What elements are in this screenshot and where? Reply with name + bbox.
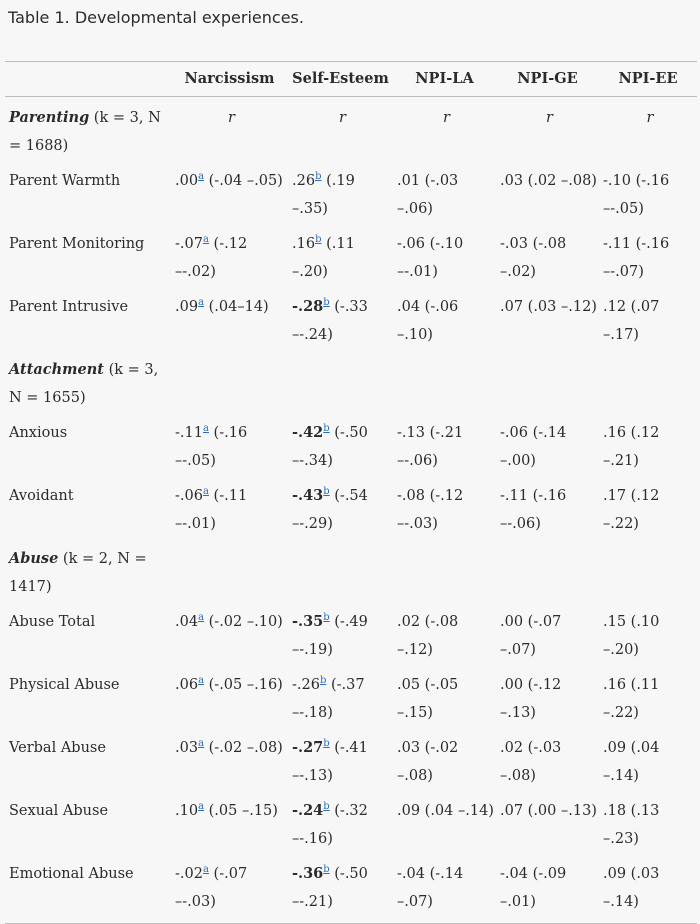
stat-label-cell: [288, 545, 393, 608]
table-caption: Table 1. Developmental experiences.: [8, 8, 304, 27]
data-cell: [171, 860, 288, 924]
footnote-link[interactable]: b: [323, 612, 330, 624]
cell-ci: (-.32 –-.16): [292, 803, 368, 847]
data-cell: [171, 167, 288, 230]
data-cell: .15 (.10 –.20): [603, 614, 660, 658]
stat-label-cell: [393, 545, 496, 608]
stat-label-cell: [288, 356, 393, 419]
stat-label-cell: [599, 356, 697, 419]
stat-label-cell: r: [443, 110, 450, 126]
data-cell: [288, 671, 393, 734]
section-name: Attachment: [9, 361, 104, 378]
stat-label-cell: [599, 545, 697, 608]
footnote-link[interactable]: a: [198, 612, 205, 624]
cell-ci: (-.05 –.16): [204, 677, 283, 693]
footnote-link[interactable]: a: [198, 801, 205, 813]
data-cell: [171, 797, 288, 860]
cell-ci: (.11 –.20): [292, 236, 355, 280]
data-cell: .12 (.07 –.17): [603, 299, 660, 343]
cell-ci: (-.16 –-.05): [175, 425, 248, 469]
row-label: Sexual Abuse: [9, 803, 109, 819]
stat-label-cell: r: [546, 110, 553, 126]
stat-label-cell: r: [228, 110, 235, 126]
cell-ci: (-.54 –-.29): [292, 488, 368, 532]
cell-ci: (-.02 –.08): [204, 740, 283, 756]
footnote-link[interactable]: b: [315, 171, 322, 183]
data-cell: .00 (-.07 –.07): [500, 614, 562, 658]
header-cell: NPI-EE: [618, 70, 678, 87]
cell-ci: (-.04 –.05): [204, 173, 283, 189]
data-cell: .01 (-.03 –.06): [397, 173, 459, 217]
header-cell: Self-Esteem: [292, 70, 389, 87]
cell-value: .26: [292, 173, 316, 189]
cell-value: -.02: [175, 866, 203, 882]
data-cell: -.04 (-.09 –.01): [500, 866, 567, 910]
row-label: Avoidant: [9, 488, 74, 504]
cell-value: -.11: [175, 425, 203, 441]
section-meta: (k = 3, N = 1655): [9, 362, 159, 406]
data-cell: .16 (.12 –.21): [603, 425, 660, 469]
data-cell: -.13 (-.21 –-.06): [397, 425, 464, 469]
header-cell: NPI-GE: [517, 70, 578, 87]
footnote-link[interactable]: a: [198, 297, 205, 309]
cell-value: -.07: [175, 236, 203, 252]
data-cell: .09 (.03 –.14): [603, 866, 660, 910]
cell-ci: (-.50 –-.34): [292, 425, 368, 469]
cell-ci: (-.07 –-.03): [175, 866, 248, 910]
data-cell: [288, 230, 393, 293]
cell-ci: (-.41 –-.13): [292, 740, 368, 784]
footnote-link[interactable]: b: [323, 423, 330, 435]
cell-ci: (-.37 –-.18): [292, 677, 365, 721]
footnote-link[interactable]: b: [323, 297, 330, 309]
header-row: [5, 62, 697, 97]
table-row: [5, 167, 697, 230]
data-cell: .07 (.00 –.13): [500, 803, 597, 819]
cell-value: -.28: [292, 298, 324, 315]
footnote-link[interactable]: a: [202, 486, 209, 498]
stat-label-cell: [393, 356, 496, 419]
cell-ci: (-.12 –-.02): [175, 236, 248, 280]
data-cell: [288, 860, 393, 924]
data-cell: .09 (.04 –.14): [397, 803, 494, 819]
table-row: [5, 860, 697, 924]
data-cell: -.06 (-.14 –.00): [500, 425, 567, 469]
data-cell: -.08 (-.12 –-.03): [397, 488, 464, 532]
section-label-cell: [5, 97, 171, 168]
section-meta: (k = 2, N = 1417): [9, 551, 147, 595]
data-cell: -.11 (-.16 –-.07): [603, 236, 670, 280]
data-cell: [171, 293, 288, 356]
cell-value: .09: [175, 299, 199, 315]
table-row: [5, 230, 697, 293]
footnote-link[interactable]: b: [323, 801, 330, 813]
header-cell: NPI-LA: [415, 70, 474, 87]
data-cell: [288, 482, 393, 545]
cell-value: -.06: [175, 488, 203, 504]
footnote-link[interactable]: b: [323, 486, 330, 498]
data-cell: .17 (.12 –.22): [603, 488, 660, 532]
row-label: Parent Warmth: [9, 173, 121, 189]
data-cell: -.04 (-.14 –.07): [397, 866, 464, 910]
cell-ci: (-.11 –-.01): [175, 488, 248, 532]
data-cell: [171, 482, 288, 545]
header-cell: Narcissism: [184, 70, 275, 87]
data-cell: .00 (-.12 –.13): [500, 677, 562, 721]
data-cell: .07 (.03 –.12): [500, 299, 597, 315]
data-cell: [171, 734, 288, 797]
data-cell: [288, 293, 393, 356]
data-cell: -.06 (-.10 –-.01): [397, 236, 464, 280]
cell-ci: (.05 –.15): [204, 803, 278, 819]
stat-label-cell: [171, 545, 288, 608]
data-cell: .09 (.04 –.14): [603, 740, 660, 784]
cell-value: -.35: [292, 613, 324, 630]
data-cell: [288, 797, 393, 860]
table-row: [5, 671, 697, 734]
table-row: [5, 608, 697, 671]
section-row: [5, 545, 697, 608]
row-label: Anxious: [9, 425, 68, 441]
data-cell: .16 (.11 –.22): [603, 677, 660, 721]
footnote-link[interactable]: a: [202, 864, 209, 876]
cell-value: .10: [175, 803, 199, 819]
footnote-link[interactable]: b: [319, 675, 327, 687]
footnote-link[interactable]: b: [323, 864, 330, 876]
data-cell: [288, 734, 393, 797]
cell-value: -.27: [292, 739, 324, 756]
footnote-link[interactable]: a: [202, 234, 209, 246]
row-label: Parent Intrusive: [9, 299, 129, 315]
cell-value: .04: [175, 614, 199, 630]
cell-ci: (.19 –.35): [292, 173, 355, 217]
cell-ci: (-.49 –-.19): [292, 614, 368, 658]
section-row: [5, 356, 697, 419]
stat-label-cell: r: [339, 110, 346, 126]
data-cell: .04 (-.06 –.10): [397, 299, 459, 343]
footnote-link[interactable]: a: [202, 423, 209, 435]
data-cell: -.10 (-.16 –-.05): [603, 173, 670, 217]
data-cell: -.03 (-.08 –.02): [500, 236, 567, 280]
section-name: Abuse: [9, 550, 59, 567]
table-row: [5, 419, 697, 482]
cell-value: -.26: [292, 677, 320, 693]
data-cell: .03 (-.02 –.08): [397, 740, 459, 784]
data-cell: -.11 (-.16 –-.06): [500, 488, 567, 532]
stat-label-cell: [171, 356, 288, 419]
row-label: Physical Abuse: [9, 677, 120, 693]
footnote-link[interactable]: a: [198, 675, 205, 687]
row-label: Emotional Abuse: [9, 866, 134, 882]
cell-value: .16: [292, 236, 316, 252]
table-row: [5, 293, 697, 356]
cell-ci: (-.33 –-.24): [292, 299, 368, 343]
table-row: [5, 797, 697, 860]
data-cell: [171, 419, 288, 482]
footnote-link[interactable]: a: [198, 738, 205, 750]
stat-label-cell: r: [646, 110, 654, 126]
stat-label-cell: [496, 545, 599, 608]
data-cell: .18 (.13 –.23): [603, 803, 660, 847]
row-label: Abuse Total: [9, 614, 96, 630]
section-label-cell: [5, 545, 171, 608]
footnote-link[interactable]: b: [323, 738, 330, 750]
data-cell: [171, 671, 288, 734]
data-cell: [288, 608, 393, 671]
header-cell: [5, 62, 171, 97]
row-label: Parent Monitoring: [9, 236, 145, 252]
table-row: [5, 734, 697, 797]
cell-value: -.42: [292, 424, 324, 441]
footnote-link[interactable]: a: [198, 171, 205, 183]
stat-label-cell: [496, 356, 599, 419]
data-cell: .02 (-.08 –.12): [397, 614, 459, 658]
cell-value: -.24: [292, 802, 324, 819]
data-cell: [288, 419, 393, 482]
cell-value: -.36: [292, 865, 324, 882]
section-row: [5, 97, 697, 168]
cell-value: .06: [175, 677, 199, 693]
section-name: Parenting: [9, 109, 90, 126]
cell-value: -.43: [292, 487, 324, 504]
cell-ci: (-.50 –-.21): [292, 866, 368, 910]
footnote-link[interactable]: b: [315, 234, 322, 246]
data-cell: .02 (-.03 –.08): [500, 740, 562, 784]
row-label: Verbal Abuse: [9, 740, 106, 756]
data-cell: [171, 230, 288, 293]
table-body: [5, 97, 697, 924]
data-cell: .03 (.02 –.08): [500, 173, 597, 189]
table-row: [5, 482, 697, 545]
section-label-cell: [5, 356, 171, 419]
cell-ci: (.04–14): [204, 299, 269, 315]
cell-value: .03: [175, 740, 199, 756]
data-cell: [171, 608, 288, 671]
data-cell: .05 (-.05 –.15): [397, 677, 459, 721]
cell-value: .00: [175, 173, 199, 189]
section-meta: (k = 3, N = 1688): [9, 110, 161, 154]
developmental-experiences-table: [5, 61, 697, 924]
data-cell: [288, 167, 393, 230]
cell-ci: (-.02 –.10): [204, 614, 283, 630]
